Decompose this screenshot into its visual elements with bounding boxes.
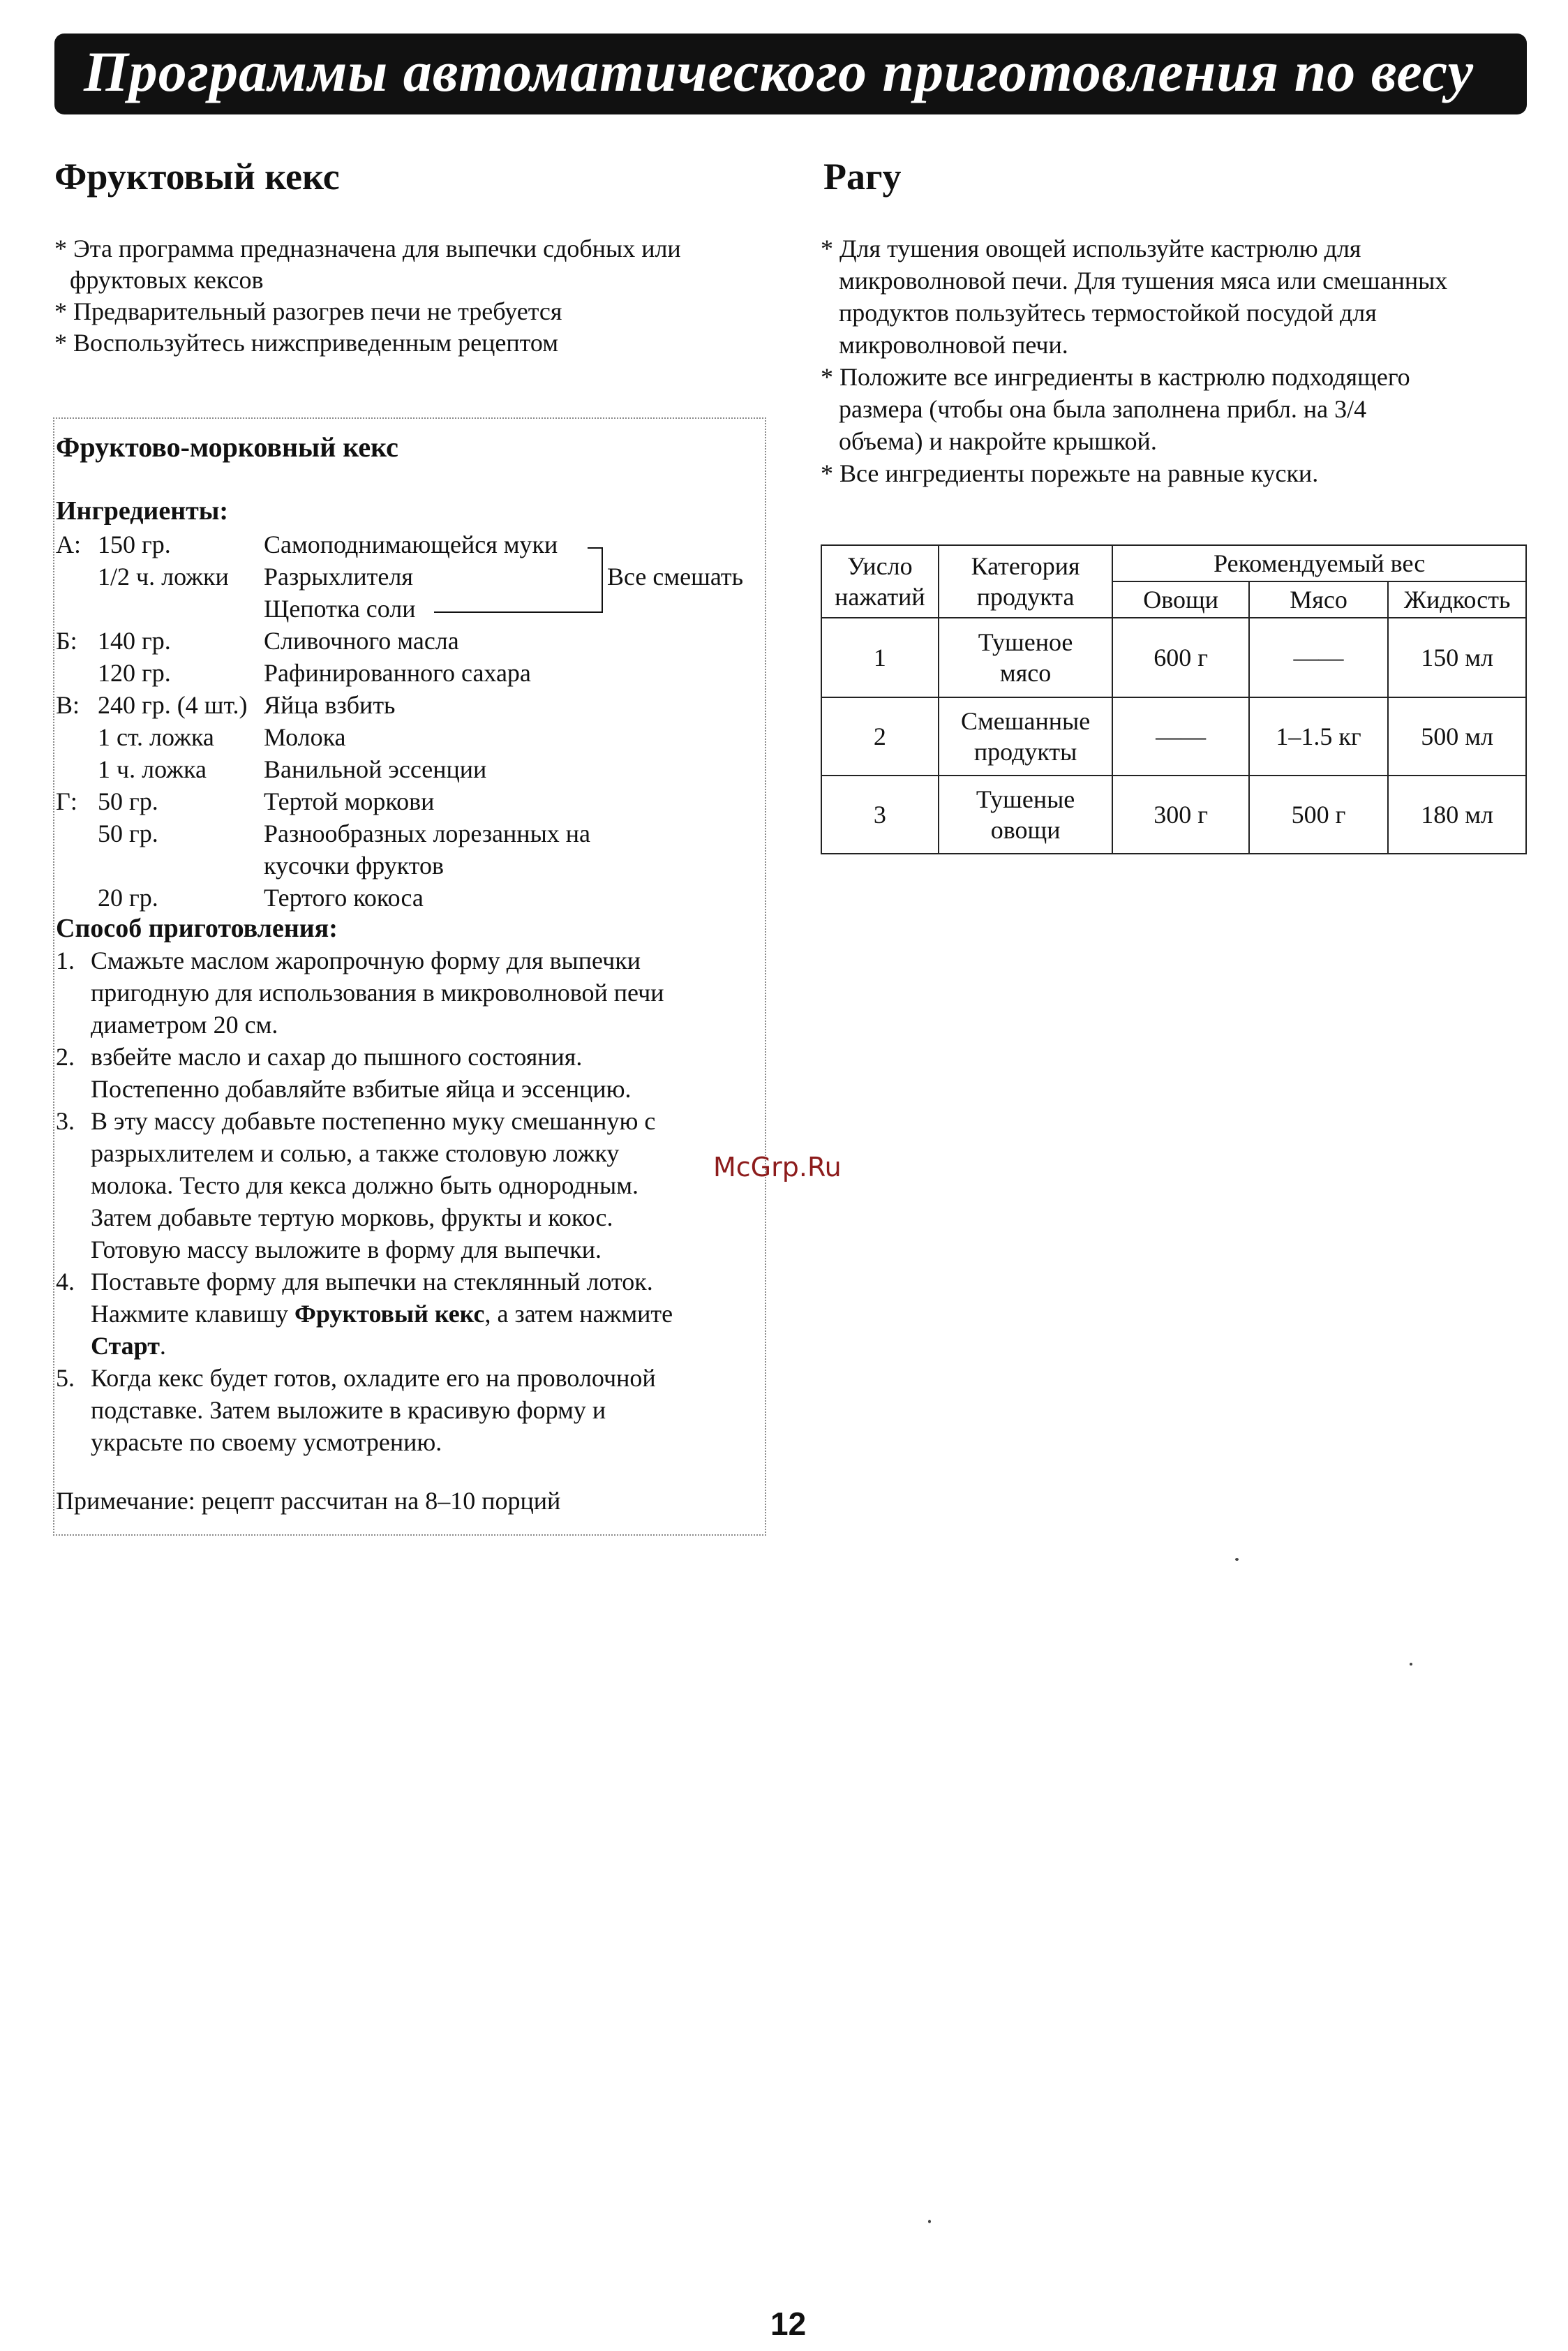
header-line: Уисло — [847, 552, 913, 580]
step-line: разрыхлителем и солью, а также столовую ложку — [91, 1139, 620, 1167]
ingredient-item: Молока — [264, 723, 346, 751]
note-line: * Положите все ингредиенты в кастрюлю подходящего — [821, 363, 1410, 391]
table-row — [821, 697, 1526, 776]
ingredient-qty: 120 гр. — [98, 659, 171, 687]
category-line: Смешанные — [961, 707, 1091, 735]
start-key-name: Старт — [91, 1332, 160, 1360]
header-line: продукта — [976, 583, 1075, 611]
ingredient-item: Разнообразных лорезанных на — [264, 819, 590, 847]
ingredient-item: Тертой моркови — [264, 787, 435, 815]
ragu-heading: Рагу — [823, 156, 902, 198]
ingredient-group: В: — [56, 691, 80, 719]
note-line: * Для тушения овощей используйте кастрюлю для — [821, 235, 1361, 262]
table-row — [821, 618, 1526, 697]
category-line: овощи — [990, 816, 1061, 844]
note-line: продуктов пользуйтесь термостойкой посудой для — [839, 299, 1377, 327]
step-number: 4. — [56, 1268, 75, 1296]
category-line: мясо — [999, 659, 1052, 687]
ingredient-qty: 150 гр. — [98, 531, 171, 558]
category-cell — [939, 697, 1113, 776]
step-line: Готовую массу выложите в форму для выпечки. — [91, 1236, 602, 1263]
step-number: 5. — [56, 1364, 75, 1392]
step-text: . — [159, 1332, 166, 1360]
liquid-amount: 500 мл — [1388, 697, 1526, 776]
recipe-note: Примечание: рецепт рассчитан на 8–10 порций — [56, 1487, 561, 1515]
note-line: * Эта программа предназначена для выпечки сдобных или — [54, 235, 681, 262]
ingredient-item: Сливочного масла — [264, 627, 459, 655]
title-banner — [54, 34, 1527, 114]
page-number: 12 — [770, 2306, 807, 2342]
ingredient-qty: 20 гр. — [98, 884, 158, 912]
press-count: 1 — [821, 618, 939, 697]
mix-bracket-vertical — [602, 547, 603, 613]
ingredient-group: Б: — [56, 627, 77, 655]
note-line: * Воспользуйтесь нижсприведенным рецептом — [54, 329, 558, 357]
step-line: Когда кекс будет готов, охладите его на проволочной — [91, 1364, 656, 1392]
step-line: В эту массу добавьте постепенно муку смешанную с — [91, 1107, 656, 1135]
fruitcake-heading: Фруктовый кекс — [54, 156, 340, 198]
step-line — [91, 1330, 166, 1362]
vegetables-weight: 600 г — [1112, 618, 1248, 697]
category-line: продукты — [973, 738, 1077, 766]
mix-bracket-top — [588, 547, 602, 549]
step-line — [91, 1298, 673, 1330]
ingredient-item: Тертого кокоса — [264, 884, 424, 912]
table-row — [821, 776, 1526, 854]
vegetables-weight: 300 г — [1112, 776, 1248, 854]
ingredient-item: Рафинированного сахара — [264, 659, 531, 687]
step-line: Постепенно добавляйте взбитые яйца и эссенцию. — [91, 1075, 632, 1103]
ingredient-item: Разрыхлителя — [264, 563, 413, 591]
step-line: диаметром 20 см. — [91, 1011, 278, 1039]
step-text: Нажмите клавишу — [91, 1300, 295, 1328]
scan-speck — [1235, 1558, 1239, 1561]
header-line: нажатий — [835, 583, 925, 611]
ingredient-qty: 140 гр. — [98, 627, 171, 655]
step-number: 3. — [56, 1107, 75, 1135]
vegetables-header: Овощи — [1112, 581, 1248, 618]
meat-weight: 500 г — [1249, 776, 1388, 854]
step-line: молока. Тесто для кекса должно быть однородным. — [91, 1171, 639, 1199]
ingredient-qty: 50 гр. — [98, 819, 158, 847]
step-number: 1. — [56, 947, 75, 974]
note-line: микроволновой печи. Для тушения мяса или смешанных — [839, 267, 1448, 295]
table-header-row — [821, 545, 1526, 581]
ingredient-qty: 1 ст. ложка — [98, 723, 214, 751]
step-text: , а затем нажмите — [484, 1300, 673, 1328]
mix-label: Все смешать — [607, 563, 744, 591]
ingredient-qty: 50 гр. — [98, 787, 158, 815]
ingredients-heading: Ингредиенты: — [56, 496, 229, 526]
liquid-amount: 150 мл — [1388, 618, 1526, 697]
ingredient-item: Яйца взбить — [264, 691, 396, 719]
ingredient-group: А: — [56, 531, 81, 558]
scan-speck — [928, 2220, 931, 2223]
ragu-table — [821, 544, 1527, 854]
step-line: Смажьте маслом жаропрочную форму для выпечки — [91, 947, 641, 974]
mix-bracket-bottom — [434, 611, 603, 613]
press-count: 2 — [821, 697, 939, 776]
category-header — [939, 545, 1113, 618]
ingredient-item: Самоподнимающейся муки — [264, 531, 558, 558]
note-line: * Все ингредиенты порежьте на равные куски. — [821, 459, 1319, 487]
step-line: подставке. Затем выложите в красивую форму и — [91, 1396, 606, 1424]
fruitcake-key-name: Фруктовый кекс — [294, 1300, 485, 1328]
category-line: Тушеные — [976, 785, 1075, 813]
ingredient-qty: 1 ч. ложка — [98, 755, 207, 783]
step-line: взбейте масло и сахар до пышного состояния. — [91, 1043, 583, 1071]
ingredient-item: Ванильной эссенции — [264, 755, 487, 783]
liquid-amount: 180 мл — [1388, 776, 1526, 854]
ingredient-qty: 240 гр. (4 шт.) — [98, 691, 248, 719]
recommended-weight-header: Рекомендуемый вес — [1112, 545, 1526, 581]
recipe-title: Фруктово-морковный кекс — [56, 431, 398, 463]
scan-speck — [1410, 1663, 1412, 1666]
meat-header: Мясо — [1249, 581, 1388, 618]
ingredient-item: кусочки фруктов — [264, 852, 445, 880]
category-line: Тушеное — [978, 628, 1073, 656]
step-line: Поставьте форму для выпечки на стеклянный лоток. — [91, 1268, 653, 1296]
note-line: фруктовых кексов — [70, 266, 264, 294]
note-line: размера (чтобы она была заполнена прибл. на 3/4 — [839, 395, 1367, 423]
category-cell — [939, 618, 1113, 697]
ingredient-item: Щепотка соли — [264, 595, 416, 623]
press-count: 3 — [821, 776, 939, 854]
meat-weight: 1–1.5 кг — [1249, 697, 1388, 776]
press-count-header — [821, 545, 939, 618]
method-heading: Способ приготовления: — [56, 914, 338, 943]
step-number: 2. — [56, 1043, 75, 1071]
note-line: * Предварительный разогрев печи не требуется — [54, 297, 562, 325]
ingredient-group: Г: — [56, 787, 77, 815]
category-cell — [939, 776, 1113, 854]
meat-weight: —— — [1249, 618, 1388, 697]
step-line: пригодную для использования в микроволновой печи — [91, 979, 664, 1007]
vegetables-weight: —— — [1112, 697, 1248, 776]
liquid-header: Жидкость — [1388, 581, 1526, 618]
step-line: украсьте по своему усмотрению. — [91, 1428, 442, 1456]
ingredient-qty: 1/2 ч. ложки — [98, 563, 229, 591]
note-line: микроволновой печи. — [839, 331, 1068, 359]
step-line: Затем добавьте тертую морковь, фрукты и кокос. — [91, 1203, 613, 1231]
page-title: Программы автоматического приготовления по весу — [84, 40, 1474, 103]
watermark: McGrp.Ru — [713, 1152, 842, 1182]
note-line: объема) и накройте крышкой. — [839, 427, 1157, 455]
header-line: Категория — [971, 552, 1080, 580]
